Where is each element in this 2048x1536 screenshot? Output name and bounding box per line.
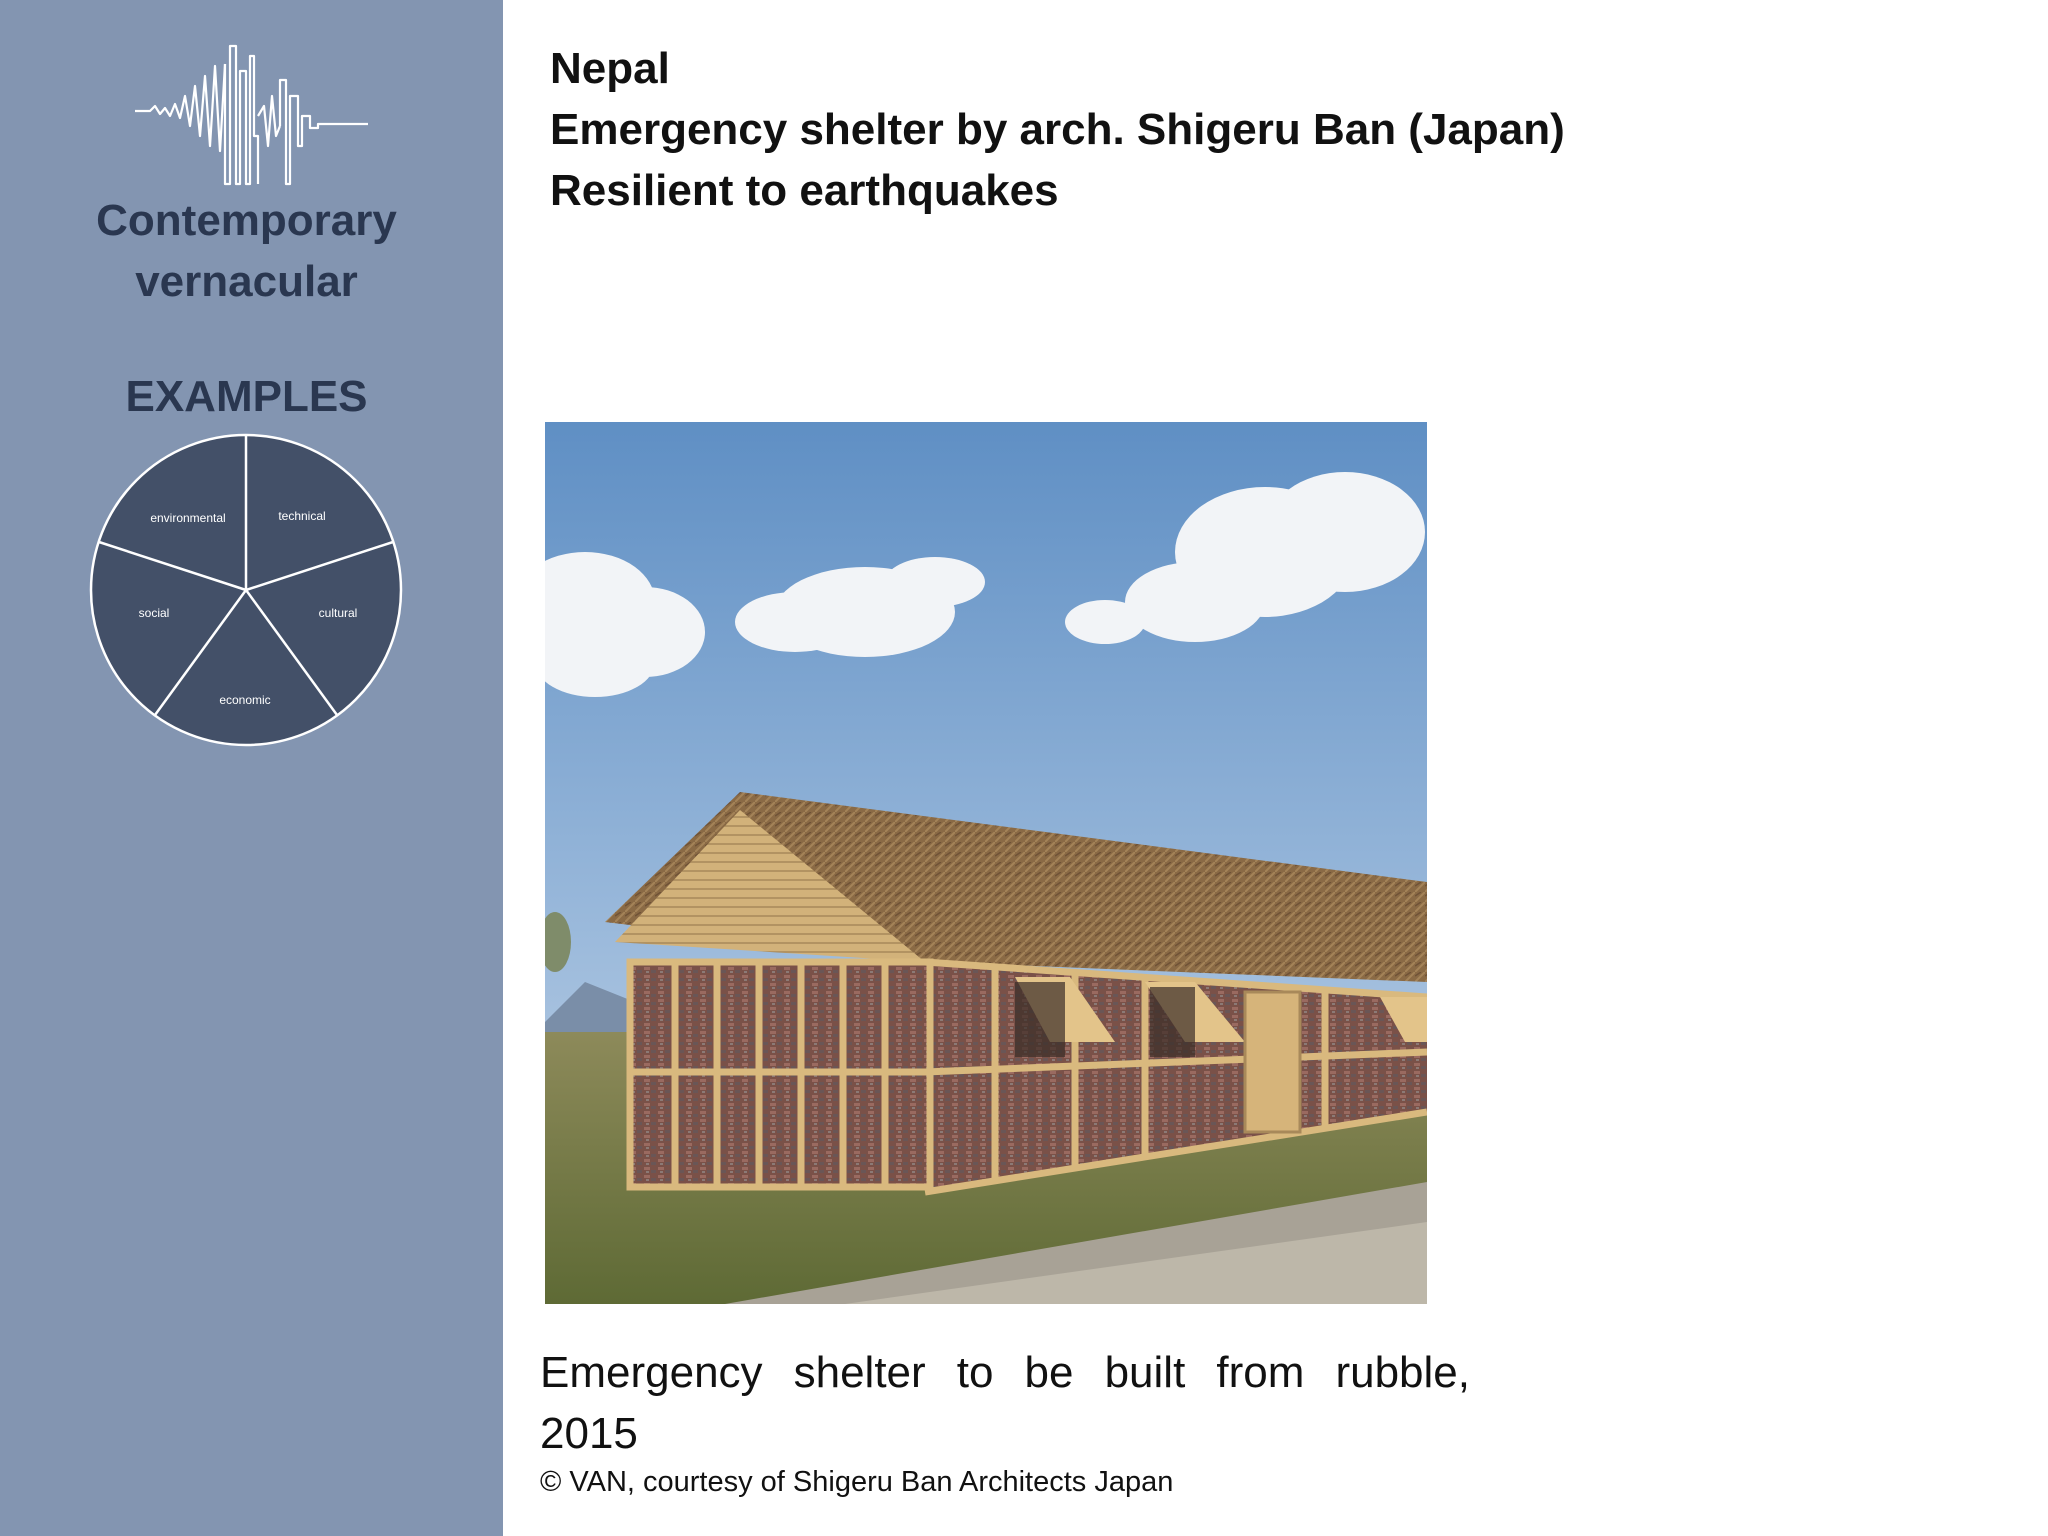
- sidebar-title-line1: Contemporary: [96, 196, 397, 245]
- heading-country: Nepal: [550, 44, 670, 93]
- pie-label-technical: technical: [278, 509, 326, 523]
- photo-caption: Emergency shelter to be built from rubble, 2015: [540, 1348, 1470, 1458]
- seismograph-skyline-logo-icon: [130, 36, 370, 186]
- photo-credit: © VAN, courtesy of Shigeru Ban Architects Japan: [540, 1466, 1174, 1498]
- shelter-photo: [545, 422, 1427, 1304]
- section-label: EXAMPLES: [125, 372, 368, 421]
- shelter-illustration: [545, 422, 1427, 1304]
- pie-label-economic: economic: [219, 693, 271, 707]
- slide-heading: [550, 38, 1565, 221]
- aspects-pie-diagram: [88, 432, 404, 748]
- sidebar-title: [0, 190, 493, 312]
- heading-subject: Emergency shelter by arch. Shigeru Ban (Japan): [550, 105, 1565, 154]
- sidebar-title-line2: vernacular: [135, 257, 358, 306]
- pie-label-environmental: environmental: [150, 511, 226, 525]
- pie-label-cultural: cultural: [318, 606, 358, 620]
- heading-feature: Resilient to earthquakes: [550, 166, 1059, 215]
- pie-label-social: social: [138, 606, 170, 620]
- sidebar: [0, 0, 503, 1536]
